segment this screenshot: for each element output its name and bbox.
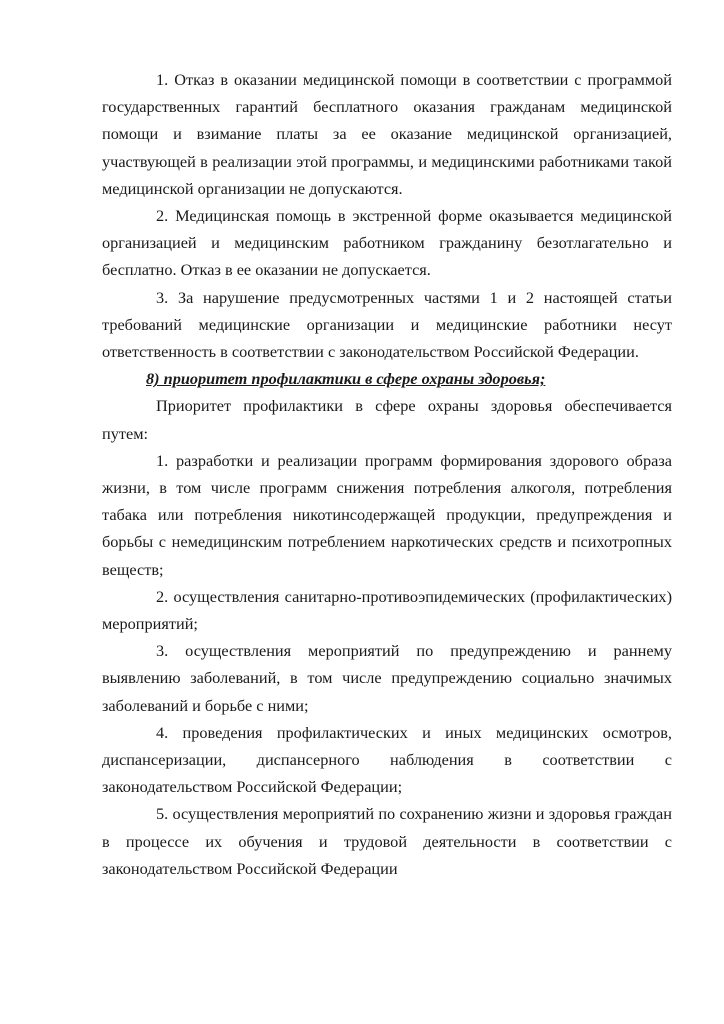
list-item-5: 5. осуществления мероприятий по сохранению жизни и здоровья граждан в процессе их обучения и трудовой деятельности в соответствии с законодательством Российской Федерации	[102, 804, 672, 878]
document-body	[102, 66, 672, 882]
paragraph-1: 1. Отказ в оказании медицинской помощи в соответствии с программой государственных гарантий бесплатного оказания гражданам медицинской помощи и взимание платы за ее оказание медицинской организацией, участвующей в реализации этой программы, и медицинскими работниками такой медицинской организации не допускаются.	[102, 70, 672, 198]
list-item-3: 3. осуществления мероприятий по предупреждению и раннему выявлению заболеваний, в том числе предупреждению социально значимых заболеваний и борьбе с ними;	[102, 641, 672, 715]
paragraph-2: 2. Медицинская помощь в экстренной форме оказывается медицинской организацией и медицинским работником гражданину безотлагательно и бесплатно. Отказ в ее оказании не допускается.	[102, 206, 672, 280]
section-heading: 8) приоритет профилактики в сфере охраны здоровья;	[146, 369, 546, 389]
section-intro: Приоритет профилактики в сфере охраны здоровья обеспечивается путем:	[102, 396, 672, 443]
paragraph-3: 3. За нарушение предусмотренных частями 1 и 2 настоящей статьи требований медицинские организации и медицинские работники несут ответственность в соответствии с законодательством Российской Федерации.	[102, 287, 672, 362]
list-item-4: 4. проведения профилактических и иных медицинских осмотров, диспансеризации, диспансерного наблюдения в соответствии с законодательством Российской Федерации;	[102, 722, 672, 797]
list-item-2: 2. осуществления санитарно-противоэпидемических (профилактических) мероприятий;	[102, 586, 672, 634]
list-item-1: 1. разработки и реализации программ формирования здорового образа жизни, в том числе программ снижения потребления алкоголя, потребления табака или потребления никотинсодержащей продукции, предупреждения и борьбы с немедицинским потреблением наркотических средств и психотропных веществ;	[102, 450, 672, 579]
